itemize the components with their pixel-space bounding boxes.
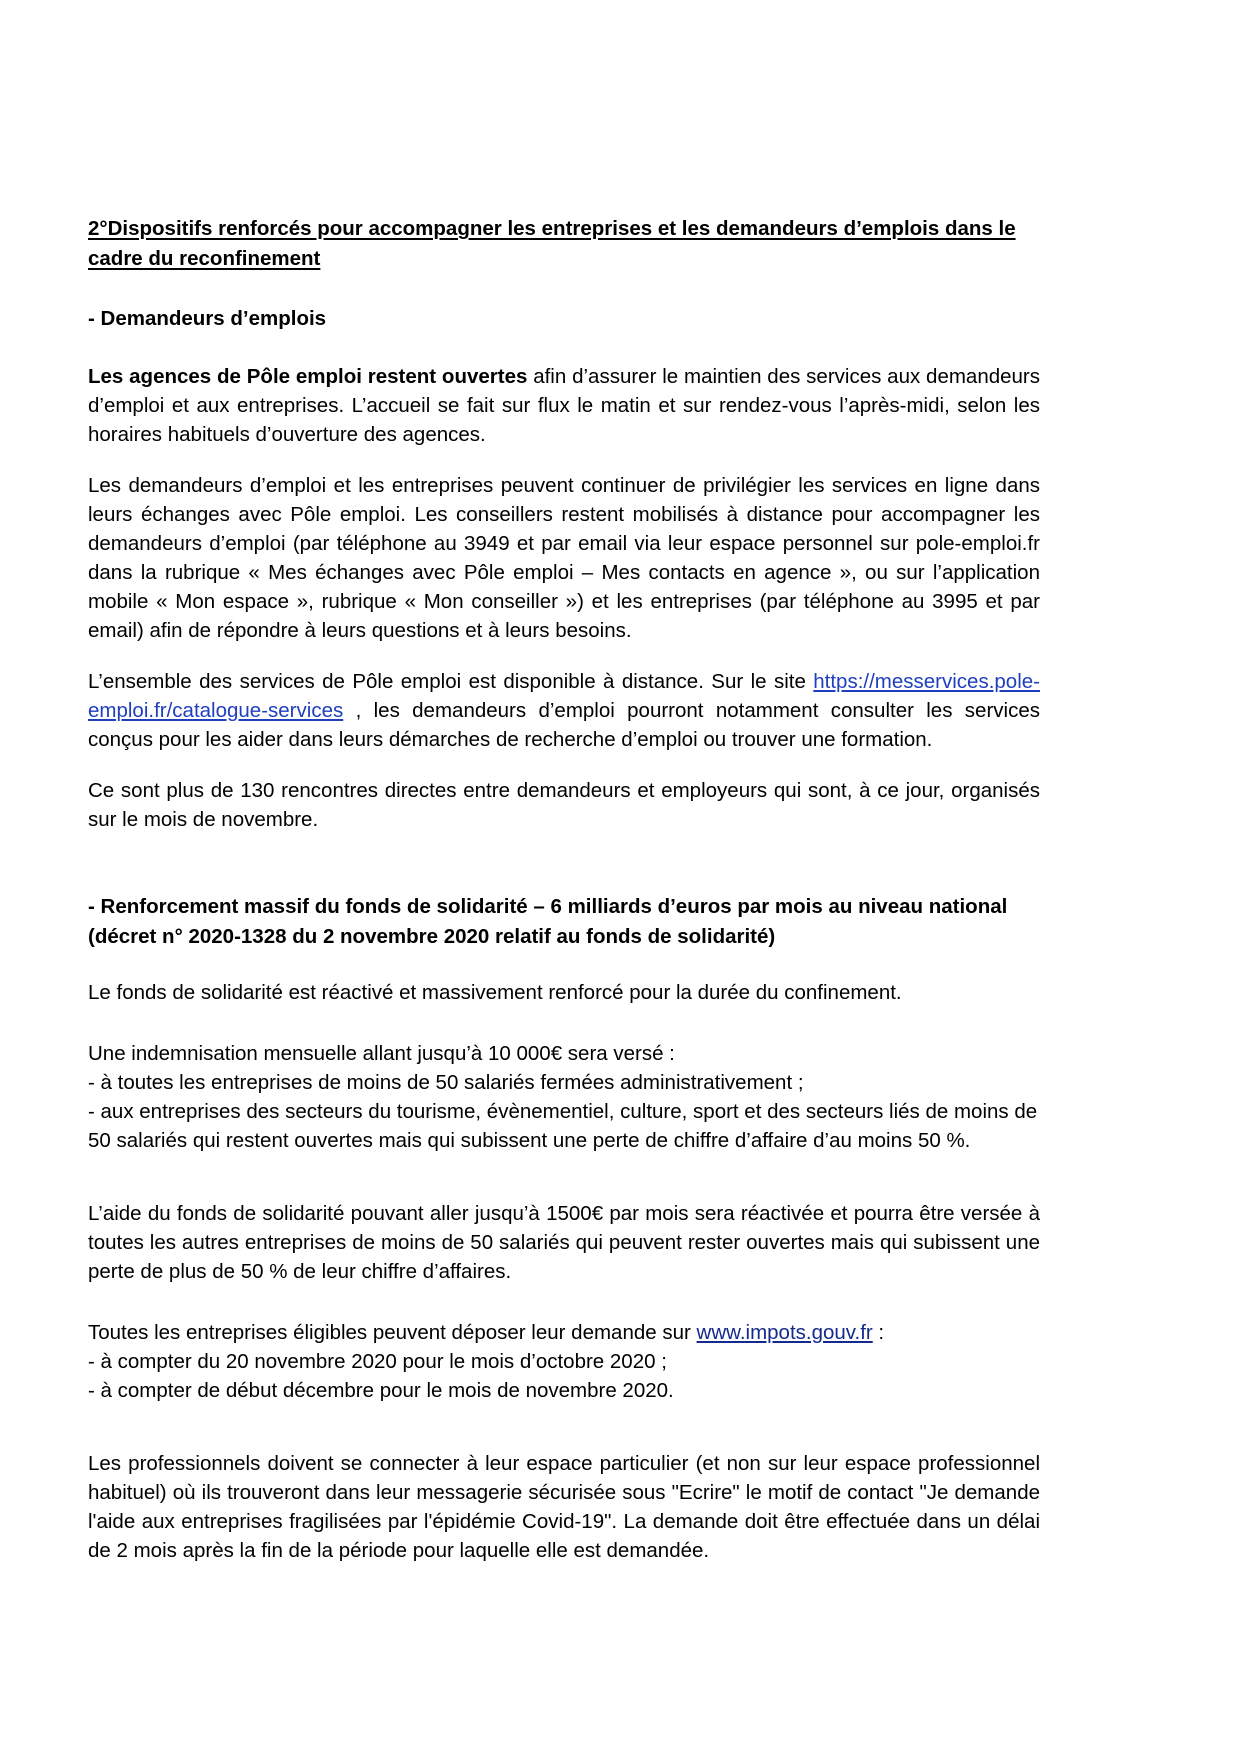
spacer-before-professionals	[88, 1427, 1040, 1449]
paragraph-eligible-after: :	[872, 1321, 885, 1344]
section-title	[88, 214, 1040, 274]
paragraph-professionals-connect: Les professionnels doivent se connecter à leur espace particulier (et non sur leur espace professionnel habituel) où ils trouveront dans leur messagerie sécurisée sous "Ecrire" le motif de contact "Je demande l'aide aux entreprises fragilisées par l'épidémie Covid-19". La demande doit être effectuée dans un délai de 2 mois après la fin de la période pour laquelle elle est demandée.	[88, 1452, 1040, 1562]
paragraph-agencies-open	[88, 362, 1040, 449]
paragraph-aid-1500: L’aide du fonds de solidarité pouvant aller jusqu’à 1500€ par mois sera réactivée et pourra être versée à toutes les autres entreprises de moins de 50 salariés qui peuvent rester ouvertes mais qui subissent une perte de plus de 50 % de leur chiffre d’affaires.	[88, 1202, 1040, 1283]
subheading-fund-line-1: - Renforcement massif du fonds de solidarité – 6 milliards d’euros par mois au niveau national	[88, 895, 1008, 918]
link-impots-gouv-fr[interactable]: www.impots.gouv.fr	[696, 1321, 873, 1344]
paragraph-indemnity-intro: Une indemnisation mensuelle allant jusqu’à 10 000€ sera versé :	[88, 1042, 675, 1065]
list-item-closed-businesses: - à toutes les entreprises de moins de 50 salariés fermées administrativement ;	[88, 1071, 804, 1094]
paragraph-agencies-bold-lead: Les agences de Pôle emploi restent ouvertes	[88, 365, 528, 388]
paragraph-eligible-before: Toutes les entreprises éligibles peuvent déposer leur demande sur	[88, 1321, 697, 1344]
paragraph-online-services: Les demandeurs d’emploi et les entreprises peuvent continuer de privilégier les services en ligne dans leurs échanges avec Pôle emploi. Les conseillers restent mobilisés à distance pour accompagner les demandeurs d’emploi (par téléphone au 3949 et par email via leur espace personnel sur pole-emploi.fr dans la rubrique « Mes échanges avec Pôle emploi – Mes contacts en agence », ou sur l’application mobile « Mon espace », rubrique « Mon conseiller ») et les entreprises (par téléphone au 3995 et par email) afin de répondre à leurs questions et à leurs besoins.	[88, 474, 1040, 642]
subheading-solidarity-fund	[88, 892, 1040, 952]
paragraph-agencies-rest: afin d’assurer le maintien des services aux demandeurs d’emploi et aux entreprises. L’accueil se fait sur flux le matin et sur rendez-vous l’après-midi, selon les horaires habituels d’ouverture des agences.	[88, 365, 1041, 446]
paragraph-rencontres-directes: Ce sont plus de 130 rencontres directes entre demandeurs et employeurs qui sont, à ce jour, organisés sur le mois de novembre.	[88, 779, 1040, 831]
paragraph-catalogue-services	[88, 667, 1040, 754]
subheading-fund-line-2: (décret n° 2020-1328 du 2 novembre 2020 relatif au fonds de solidarité)	[88, 925, 776, 948]
paragraph-eligible-businesses	[88, 1318, 1040, 1347]
list-item-november-deadline: - à compter de début décembre pour le mois de novembre 2020.	[88, 1379, 674, 1402]
spacer-before-indemnity	[88, 1029, 1040, 1039]
spacer-before-aid-1500	[88, 1177, 1040, 1199]
section-title-line-2: cadre du reconfinement	[88, 247, 321, 270]
section-title-line-1: 2°Dispositifs renforcés pour accompagner les entreprises et les demandeurs d’emplois dans le	[88, 217, 1016, 240]
paragraph-catalogue-before: L’ensemble des services de Pôle emploi est disponible à distance. Sur le site	[88, 670, 814, 693]
link-messervices-pole-emploi[interactable]: https://messervices.pole-emploi.fr/catalogue-services	[88, 670, 1040, 722]
spacer-before-eligible	[88, 1308, 1040, 1318]
document-body	[88, 214, 1040, 1565]
spacer-before-fund-heading	[88, 856, 1040, 892]
paragraph-catalogue-after: , les demandeurs d’emploi pourront notamment consulter les services conçus pour les aider dans leurs démarches de recherche d’emploi ou trouver une formation.	[88, 699, 1040, 751]
list-item-tourism-sectors: - aux entreprises des secteurs du tourisme, évènementiel, culture, sport et des secteurs liés de moins de 50 salariés qui restent ouvertes mais qui subissent une perte de chiffre d’affaire d’au moins 50 %.	[88, 1100, 1038, 1152]
list-item-october-deadline: - à compter du 20 novembre 2020 pour le mois d’octobre 2020 ;	[88, 1350, 667, 1373]
paragraph-fund-reactivated: Le fonds de solidarité est réactivé et massivement renforcé pour la durée du confinement.	[88, 981, 902, 1004]
subheading-jobseekers: - Demandeurs d’emplois	[88, 307, 327, 330]
